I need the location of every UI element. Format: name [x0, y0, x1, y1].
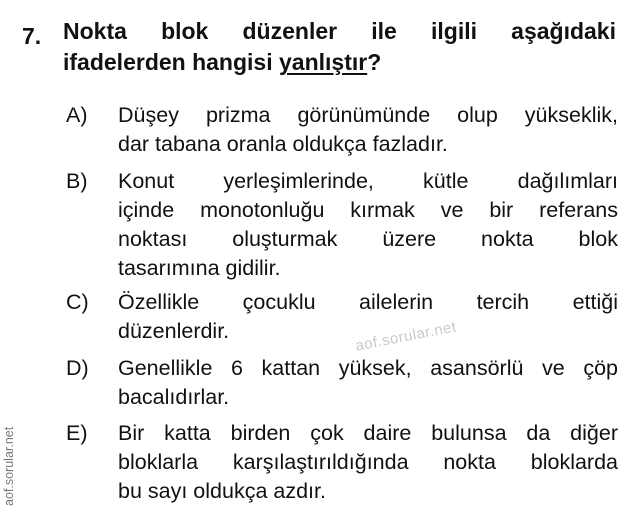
option-b-line: tasarımına gidilir. [118, 256, 281, 280]
question-stem-emphasis: yanlıştır [279, 49, 368, 75]
question-stem-suffix: ? [367, 49, 382, 75]
question-stem [63, 16, 616, 78]
question-number: 7. [22, 23, 42, 49]
option-c-line: düzenlerdir. [118, 319, 230, 343]
option-b-line: Konut yerleşimlerinde, kütle dağılımları [118, 169, 618, 193]
option-e-line: bloklarla karşılaştırıldığında nokta bloklarda [118, 450, 618, 474]
option-b-text [118, 167, 618, 283]
option-a-line: dar tabana oranla oldukça fazladır. [118, 132, 448, 156]
option-d-letter: D) [66, 356, 89, 380]
option-d-line: bacalıdırlar. [118, 385, 230, 409]
option-c-line: Özellikle çocuklu ailelerin tercih ettiği [118, 290, 618, 314]
question-stem-line-1: Nokta blok düzenler ile ilgili aşağıdaki [63, 18, 616, 44]
option-e-line: Bir katta birden çok daire bulunsa da diğer [118, 421, 618, 445]
question-stem-prefix: ifadelerden hangisi [63, 49, 279, 75]
watermark-side: aof.sorular.net [2, 426, 16, 506]
option-b-line: içinde monotonluğu kırmak ve bir referans [118, 198, 618, 222]
option-a-line: Düşey prizma görünümünde olup yükseklik, [118, 103, 618, 127]
option-d-text [118, 354, 618, 412]
option-e-line: bu sayı oldukça azdır. [118, 479, 326, 503]
option-e-letter: E) [66, 421, 88, 445]
option-c-letter: C) [66, 290, 89, 314]
option-b-line: noktası oluşturmak üzere nokta blok [118, 227, 618, 251]
option-b-letter: B) [66, 169, 88, 193]
option-e-text [118, 419, 618, 506]
option-d-line: Genellikle 6 kattan yüksek, asansörlü ve çöp [118, 356, 618, 380]
question-stem-line-2 [63, 47, 616, 78]
option-a-letter: A) [66, 103, 88, 127]
option-a-text [118, 101, 618, 159]
watermark-center: aof.sorular.net [354, 318, 458, 355]
